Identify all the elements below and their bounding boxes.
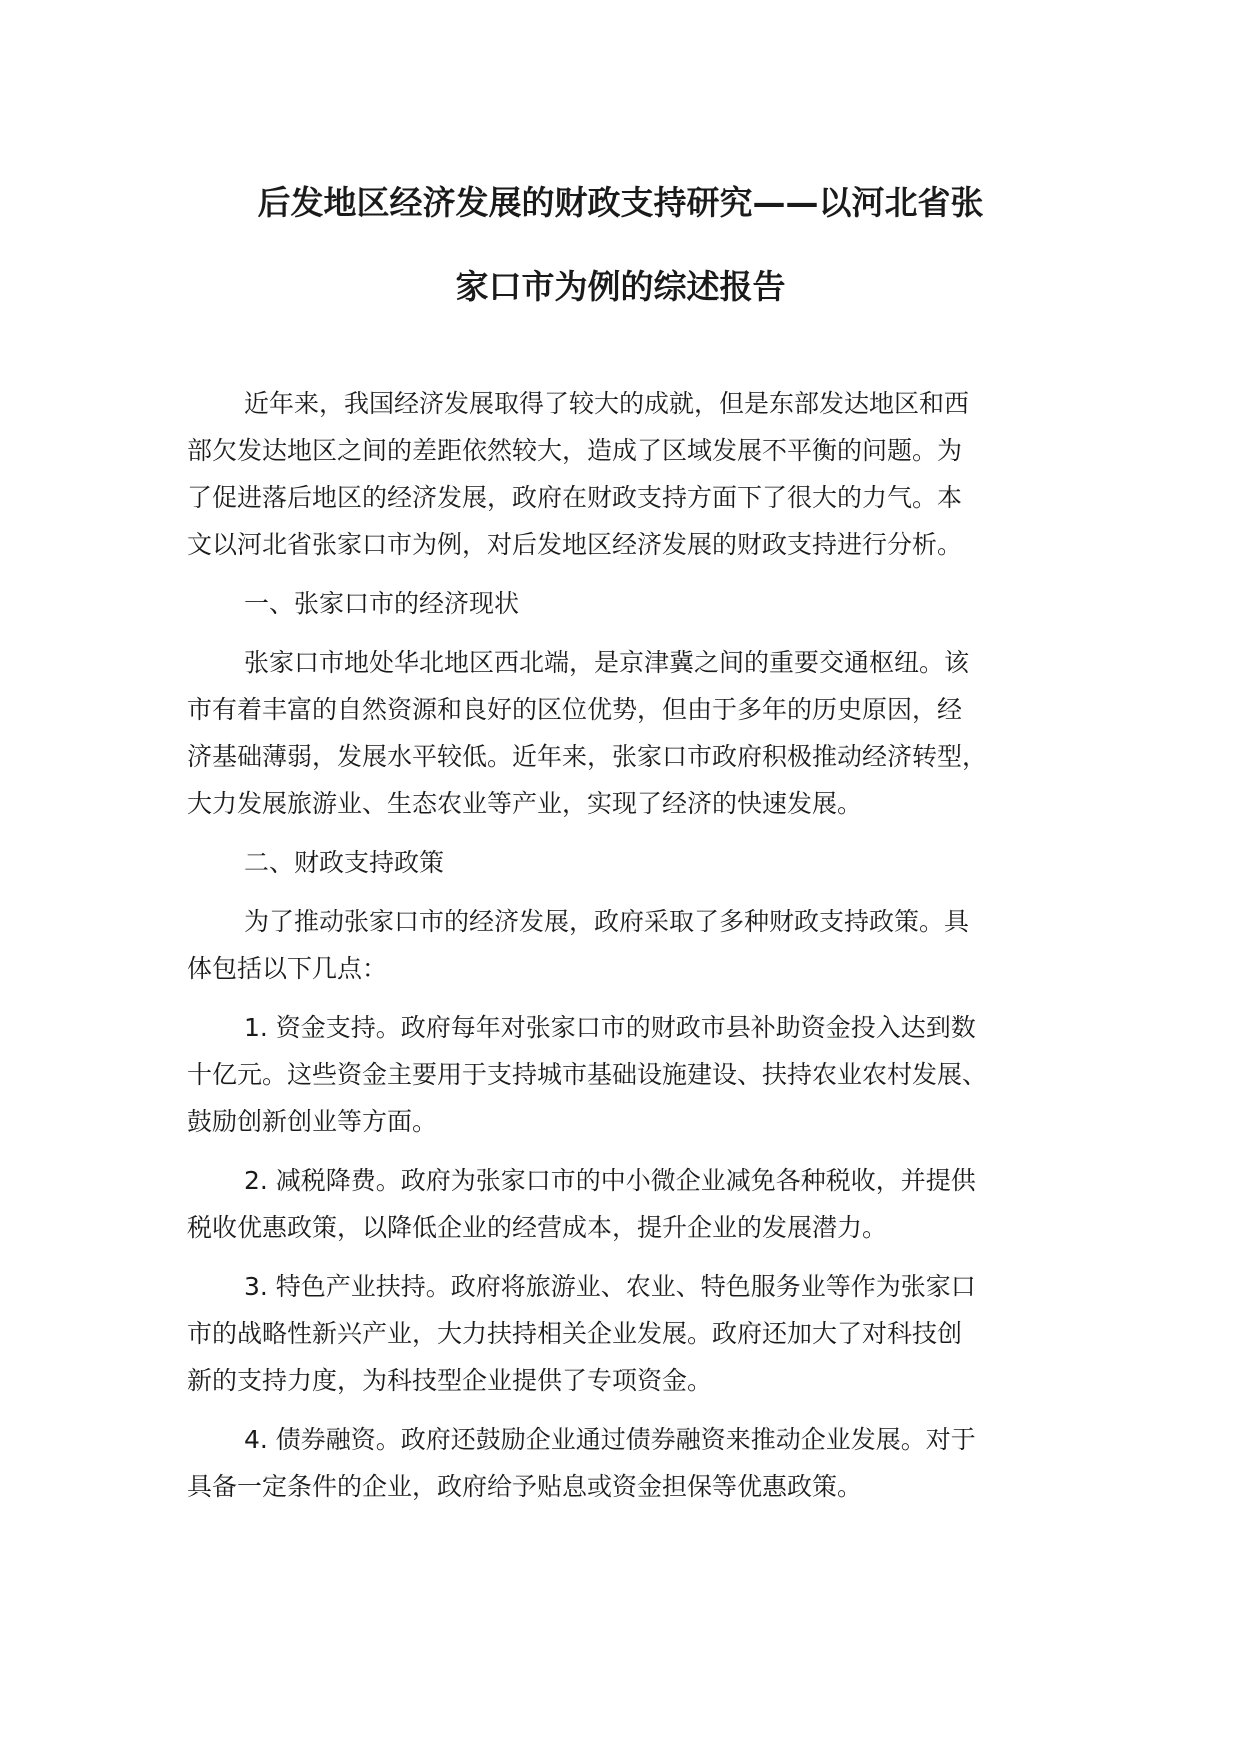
text-line: 了促进落后地区的经济发展，政府在财政支持方面下了很大的力气。本	[187, 483, 963, 512]
section-heading-text: 二、财政支持政策	[244, 848, 445, 877]
intro-paragraph	[187, 380, 1067, 568]
policy-item-tax	[187, 1157, 1067, 1251]
text-line: 具备一定条件的企业，政府给予贴息或资金担保等优惠政策。	[187, 1472, 863, 1501]
text-line: 近年来，我国经济发展取得了较大的成就，但是东部发达地区和西	[244, 389, 970, 418]
text-line: 张家口市地处华北地区西北端，是京津冀之间的重要交通枢纽。该	[244, 648, 970, 677]
text-line: 1. 资金支持。政府每年对张家口市的财政市县补助资金投入达到数	[244, 1013, 976, 1042]
text-line: 为了推动张家口市的经济发展，政府采取了多种财政支持政策。具	[244, 907, 970, 936]
text-line: 市有着丰富的自然资源和良好的区位优势，但由于多年的历史原因，经	[187, 695, 963, 724]
text-line: 济基础薄弱，发展水平较低。近年来，张家口市政府积极推动经济转型，	[187, 742, 988, 771]
text-line: 市的战略性新兴产业，大力扶持相关企业发展。政府还加大了对科技创	[187, 1319, 963, 1348]
section-heading-text: 一、张家口市的经济现状	[244, 589, 520, 618]
economy-paragraph	[187, 639, 1067, 827]
text-line: 大力发展旅游业、生态农业等产业，实现了经济的快速发展。	[187, 789, 863, 818]
policy-intro-paragraph	[187, 898, 1067, 992]
section-heading-economy	[187, 580, 1067, 627]
text-line: 文以河北省张家口市为例，对后发地区经济发展的财政支持进行分析。	[187, 530, 963, 559]
document-title-line-1: 后发地区经济发展的财政支持研究——以河北省张	[257, 183, 984, 222]
text-line: 体包括以下几点：	[187, 954, 388, 983]
text-line: 部欠发达地区之间的差距依然较大，造成了区域发展不平衡的问题。为	[187, 436, 963, 465]
policy-item-industry	[187, 1263, 1067, 1404]
text-line: 3. 特色产业扶持。政府将旅游业、农业、特色服务业等作为张家口	[244, 1272, 976, 1301]
text-line: 新的支持力度，为科技型企业提供了专项资金。	[187, 1366, 713, 1395]
text-line: 2. 减税降费。政府为张家口市的中小微企业减免各种税收，并提供	[244, 1166, 976, 1195]
text-line: 税收优惠政策，以降低企业的经营成本，提升企业的发展潜力。	[187, 1213, 888, 1242]
text-line: 4. 债券融资。政府还鼓励企业通过债券融资来推动企业发展。对于	[244, 1425, 976, 1454]
text-line: 十亿元。这些资金主要用于支持城市基础设施建设、扶持农业农村发展、	[187, 1060, 988, 1089]
text-line: 鼓励创新创业等方面。	[187, 1107, 438, 1136]
section-heading-policy	[187, 839, 1067, 886]
policy-item-bonds	[187, 1416, 1067, 1510]
policy-item-funding	[187, 1004, 1067, 1145]
document-title-line-2: 家口市为例的综述报告	[455, 267, 786, 306]
document-body	[187, 380, 1067, 1510]
